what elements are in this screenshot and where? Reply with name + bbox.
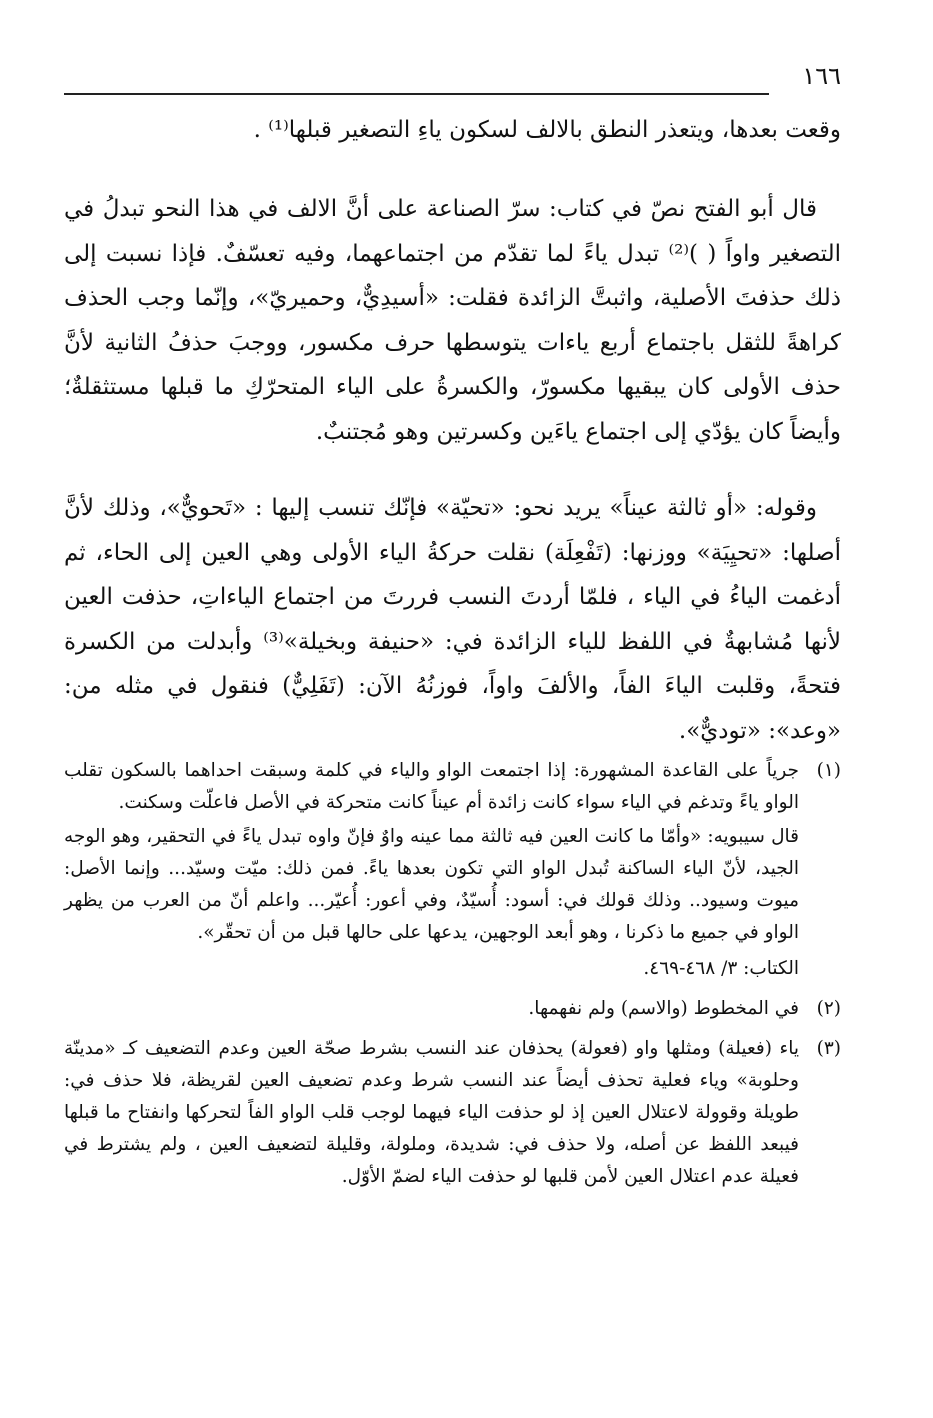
body-paragraph-1: وقعت بعدها، ويتعذر النطق بالالف لسكون ياءِ التصغير قبلها⁽¹⁾ . (253, 117, 841, 143)
header-rule (64, 93, 769, 95)
footnote-1 (64, 755, 841, 819)
footnote-text: في المخطوط (والاسم) ولم نفهمها. (528, 998, 799, 1019)
footnote-number: (٢) (816, 998, 841, 1019)
body-paragraph-block-3 (64, 486, 841, 753)
body-paragraph-continuation (64, 108, 841, 153)
footnotes-section (64, 755, 841, 1195)
footnote-2 (64, 993, 841, 1025)
footnote-number: (٣) (816, 1038, 841, 1059)
footnote-number: (١) (816, 760, 841, 781)
footnote-1-quote: قال سيبويه: «وأمّا ما كانت العين فيه ثالثة مما عينه واوٌ فإنّ واوه تبدل ياءً في التحقير، وهو الوجه الجيد، لأنّ الياء الساكنة تُبدل الواو التي تكون بعدها ياءً. فمن ذلك: ميّت وسيّد... وإنما الأصل: ميوت وسيود.. وذلك قولك في: أسود: أُسيّدٌ، وفي أعور: أُعيّر... واعلم أنّ من العرب من يظهر الواو في جميع ما ذكرنا ، وهو أبعد الوجهين، يدعها على حالها قبل من أن تحقّر». (64, 826, 799, 943)
footnote-3 (64, 1033, 841, 1193)
footnote-text: جرياً على القاعدة المشهورة: إذا اجتمعت الواو والياء في كلمة وسبقت احداهما بالسكون تقلب الواو ياءً وتدغم في الياء سواء كانت زائدة أم عيناً كانت متحركة في الأصل فاعلّت وسكنت. (64, 760, 799, 813)
footnote-1-reference: الكتاب: ٣/ ٤٦٨-٤٦٩. (643, 958, 799, 979)
page-number: ١٦٦ (802, 62, 841, 90)
body-paragraph-3: وقوله: «أو ثالثة عيناً» يريد نحو: «تحيّة» فإنّك تنسب إليها : «تَحويٌّ»، وذلك لأنَّ أصلها: «تحيِيَة» ووزنها: (تَفْعِلَة) نقلت حركةُ الياء الأولى وهي العين إلى الحاء، ثم أدغمت الياءُ في الياء ، فلمّا أردتَ النسب فررتَ من اجتماع الياءاتِ، حذفت العين لأنها مُشابهةٌ في اللفظ للياء الزائدة في: «حنيفة وبخيلة»⁽³⁾ وأبدلت من الكسرة فتحةً، وقلبت الياءَ الفاً، والألفَ واواً، فوزنُهُ الآن: (تَفَلِيٌّ) فنقول في مثله من: «وعد»: «توديٌّ». (64, 495, 841, 744)
footnote-text: ياء (فعيلة) ومثلها واو (فعولة) يحذفان عند النسب بشرط صحّة العين وعدم التضعيف كـ «مدينّة وحلوبة» وياء فعلية تحذف أيضاً عند النسب شرط وعدم تضعيف العين لقريظة، فلا حذف في: طويلة وقوولة لاعتلال العين إذ لو حذفت الياء فيهما لوجب قلب الواو الفاً لتحركها وانفتاح ما قبلها فيبعد اللفظ عن أصله، ولا حذف في: شديدة، وملولة، وقليلة لتضعيف العين ، ولم يشترط في فعيلة عدم اعتلال العين لأمن قلبها لو حذفت الياء لضمّ الأوّل. (64, 1038, 799, 1187)
body-paragraph-2: قال أبو الفتح نصّ في كتاب: سرّ الصناعة على أنَّ الالف في هذا النحو تبدلُ في التصغير واواً ( )⁽²⁾ تبدل ياءً لما تقدّم من اجتماعهما، وفيه تعسّفٌ. فإذا نسبت إلى ذلك حذفتَ الأصلية، واثبتَّ الزائدة فقلت: «أسيدِيٌّ، وحميريّ»، وإنّما وجب الحذف كراهةً للثقل باجتماع أربع ياءات يتوسطها حرف مكسور، ووجبَ حذفُ الثانية لأنَّ حذف الأولى كان يبقيها مكسورّ، والكسرةُ على الياء المتحرّكِ ما قبلها مستثقلةٌ؛ وأيضاً كان يؤدّي إلى اجتماع ياءَين وكسرتين وهو مُجتنبٌ. (64, 196, 841, 445)
body-paragraph-block-2 (64, 187, 841, 454)
